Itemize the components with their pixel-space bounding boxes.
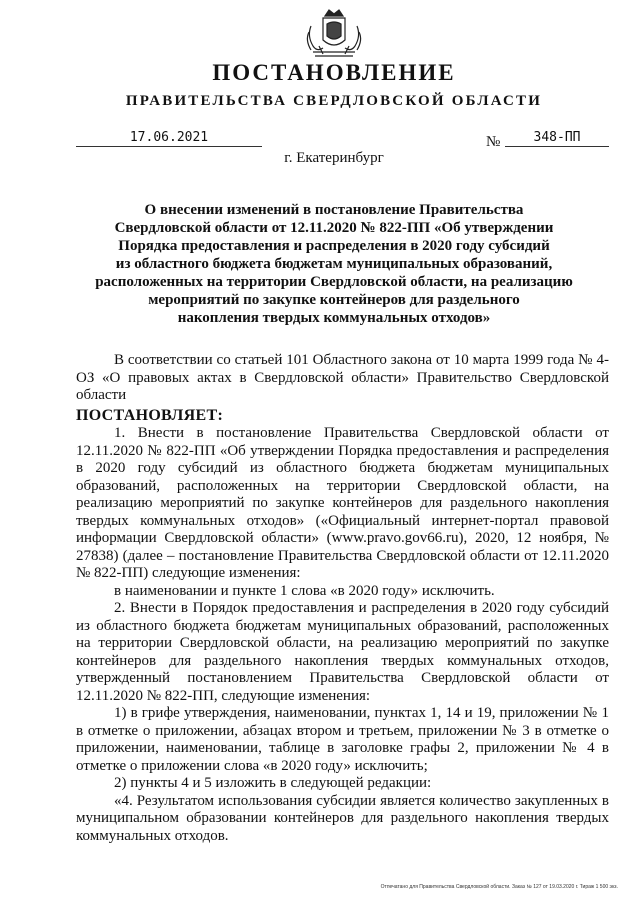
- document-city: г. Екатеринбург: [284, 150, 384, 166]
- heading-line: мероприятий по закупке контейнеров для раздельного: [148, 292, 520, 308]
- quoted-point-4: «4. Результатом использования субсидии является количество закупленных в муниципальном образовании контейнеров для раздельного накопления твердых коммунальных отходов.: [76, 792, 609, 844]
- heading-line: О внесении изменений в постановление Правительства: [144, 202, 524, 218]
- paragraph-2-subitem-1: 1) в грифе утверждения, наименовании, пунктах 1, 14 и 19, приложении № 1 в отметке о приложении, абзацах втором и третьем, приложении № 3 в отметке о приложении, наименовании, таблице в заголовке графы 2, приложении № 4 в отметке о приложении слова «в 2020 году» исключить;: [76, 705, 609, 774]
- preamble-paragraph: В соответствии со статьей 101 Областного закона от 10 марта 1999 года № 4-ОЗ «О правовых актах в Свердловской области» Правительство Свердловской области: [76, 352, 609, 403]
- print-note: Отпечатано для Правительства Свердловской области. Заказ № 127 от 19.03.2020 г. Тираж 1 500 экз.: [380, 884, 618, 890]
- paragraph-2-subitem-2: 2) пункты 4 и 5 изложить в следующей редакции:: [114, 775, 432, 791]
- paragraph-1: 1. Внести в постановление Правительства Свердловской области от 12.11.2020 № 822-ПП «Об утверждении Порядка предоставления и распределения в 2020 году субсидий из областного бюджета бюджетам муниципальных образований, расположенных на территории Свердловской области, на реализацию мероприятий по закупке контейнеров для раздельного накопления твердых коммунальных отходов» («Официальный интернет-портал правовой информации Свердловской области» (www.pravo.gov66.ru), 2020, 12 ноября, № 27838) (далее – постановление Правительства Свердловской области от 12.11.2020 № 822-ПП) следующие изменения:: [76, 425, 609, 581]
- heading-line: накопления твердых коммунальных отходов»: [177, 310, 491, 326]
- heading-line: Свердловской области от 12.11.2020 № 822-ПП «Об утверждении: [114, 220, 554, 236]
- resolves-keyword: ПОСТАНОВЛЯЕТ:: [76, 406, 224, 424]
- document-body: [76, 352, 609, 845]
- heading-line: расположенных на территории Свердловской области, на реализацию: [95, 274, 573, 290]
- heading-line: Порядка предоставления и распределения в 2020 году субсидий: [118, 238, 550, 254]
- number-sign: №: [486, 134, 501, 150]
- heading-line: из областного бюджета бюджетам муниципальных образований,: [115, 256, 553, 272]
- document-number: 348-ПП: [505, 130, 609, 147]
- coat-of-arms-icon: [301, 6, 367, 60]
- issuing-authority: ПРАВИТЕЛЬСТВА СВЕРДЛОВСКОЙ ОБЛАСТИ: [125, 93, 543, 109]
- document-date: 17.06.2021: [76, 130, 262, 147]
- paragraph-2: 2. Внести в Порядок предоставления и распределения в 2020 году субсидий из областного бюджета бюджетам муниципальных образований, расположенных на территории Свердловской области, на реализацию мероприятий по закупке контейнеров для раздельного накопления твердых коммунальных отходов, утвержденный постановлением Правительства Свердловской области от 12.11.2020 № 822-ПП, следующие изменения:: [76, 600, 609, 704]
- document-heading: [76, 201, 592, 327]
- paragraph-1-item: в наименовании и пункте 1 слова «в 2020 году» исключить.: [114, 582, 495, 599]
- document-type-title: ПОСТАНОВЛЕНИЕ: [212, 60, 456, 85]
